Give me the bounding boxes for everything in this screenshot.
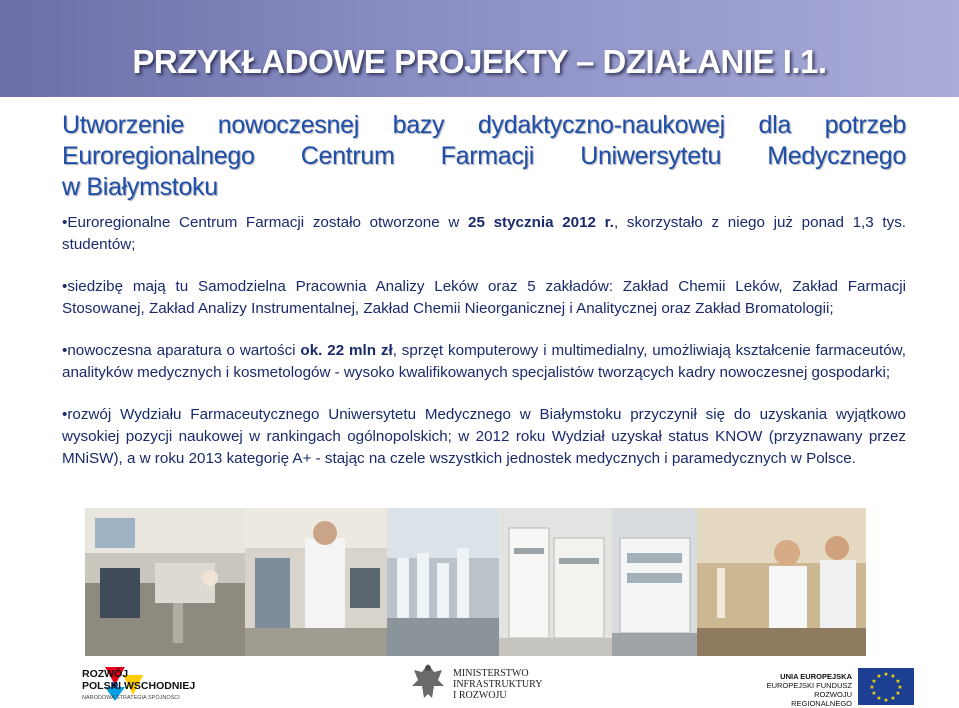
bullet-item: •rozwój Wydziału Farmaceutycznego Uniwersytetu Medycznego w Białymstoku przyczynił się do uzyskania wyjątkowo wysokiej pozycji naukowej w rankingach ogólnopolskich; w 2012 roku Wydział uzyskał status KNOW (przyznawany przez MNiSW), a w roku 2013 kategorię A+ - stając na czele wszystkich jednostek medycznych i paramedycznych w Polsce. (62, 406, 906, 467)
photo-lab-staff (697, 508, 866, 656)
project-title (62, 110, 906, 203)
slide-title: PRZYKŁADOWE PROJEKTY – DZIAŁANIE I.1. (132, 43, 827, 80)
photo-lab-chromatograph (499, 508, 612, 656)
slide-header (0, 0, 959, 97)
bullet-item: •nowoczesna aparatura o wartości ok. 22 mln zł, sprzęt komputerowy i multimedialny, umożliwiają kształcenie farmaceutów, analityków medycznych i kosmetologów - wysoko kwalifikowanych specjalistów tworzących kadry nowoczesnej gospodarki; (62, 342, 906, 381)
svg-text:★: ★ (895, 678, 901, 685)
svg-text:★: ★ (876, 673, 882, 680)
svg-text:★: ★ (869, 684, 875, 691)
svg-text:★: ★ (890, 695, 896, 702)
svg-text:★: ★ (871, 678, 877, 685)
rozwoj-polski-wschodniej-text: ROZWÓJ POLSKI WSCHODNIEJ (82, 668, 196, 692)
project-title-line-1: Utworzenie nowoczesnej bazy dydaktyczno-naukowej dla potrzeb (62, 111, 906, 139)
bullet-item: •siedzibę mają tu Samodzielna Pracownia Analizy Leków oraz 5 zakładów: Zakład Chemii Leków, Zakład Farmacji Stosowanej, Zakład Analizy Instrumentalnej, Zakład Chemii Nieorganicznej i Analitycznej oraz Zakład Bromatologii; (62, 278, 906, 317)
svg-text:★: ★ (897, 684, 903, 691)
svg-text:★: ★ (890, 673, 896, 680)
photo-lab-researcher (245, 508, 387, 656)
svg-text:★: ★ (876, 695, 882, 702)
photo-lab-workbench (85, 508, 245, 656)
project-title-line-3: w Białymstoku (62, 173, 218, 201)
project-title-line-2: Euroregionalnego Centrum Farmacji Uniwersytetu Medycznego (62, 142, 906, 170)
ministerstwo-infrastruktury-text: MINISTERSTWO INFRASTRUKTURY I ROZWOJU (453, 668, 543, 701)
photo-lab-analyzer (612, 508, 697, 656)
svg-text:★: ★ (883, 671, 889, 678)
svg-text:★: ★ (871, 690, 877, 697)
polish-eagle-emblem-icon (408, 660, 448, 704)
bullet-item: •Euroregionalne Centrum Farmacji zostało otworzone w 25 stycznia 2012 r., skorzystało z niego już ponad 1,3 tys. studentów; (62, 214, 907, 253)
narodowa-strategia-text: NARODOWA STRATEGIA SPÓJNOŚCI (82, 695, 180, 701)
svg-text:★: ★ (895, 690, 901, 697)
svg-text:★: ★ (883, 697, 889, 704)
unia-europejska-text: UNIA EUROPEJSKA EUROPEJSKI FUNDUSZ ROZWOJU REGIONALNEGO (766, 672, 852, 708)
bullet-list (62, 212, 906, 490)
eu-flag-icon (858, 668, 914, 705)
photo-lab-glassware (387, 508, 499, 656)
